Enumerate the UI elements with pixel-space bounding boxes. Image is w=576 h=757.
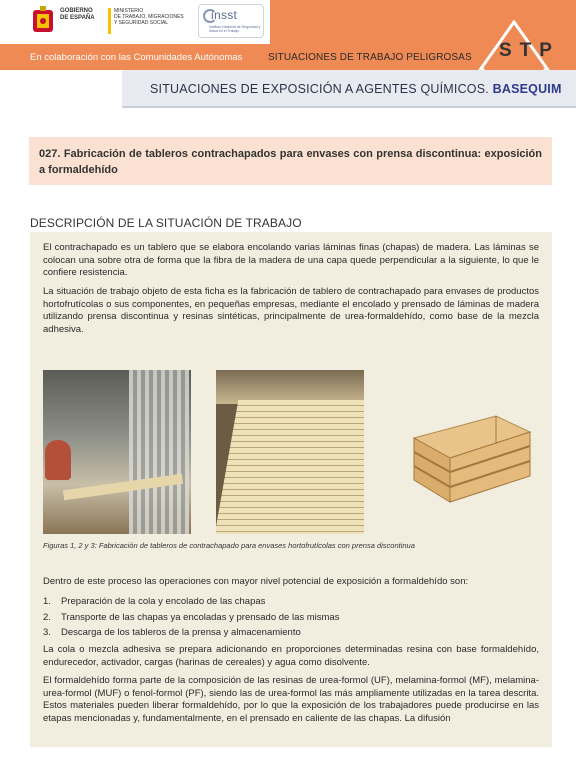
worker [45,440,71,480]
stp-title: SITUACIONES DE TRABAJO PELIGROSAS [268,52,472,63]
list-text: Transporte de las chapas ya encoladas y prensado de las mismas [61,611,340,623]
basequim-brand: BASEQUIM [492,82,562,96]
description-panel [30,232,552,747]
subheader-title-text: SITUACIONES DE EXPOSICIÓN A AGENTES QUÍMICOS. [150,82,489,96]
stack-top [216,370,364,404]
list-number: 1. [43,596,51,607]
figure-2-plywood-stack-photo [216,370,364,534]
list-text: Preparación de la cola y encolado de las chapas [61,596,266,607]
list-text: Descarga de los tableros de la prensa y almacenamiento [61,627,301,638]
situation-title-box [29,137,552,185]
figure-1-press-photo [43,370,191,534]
list-number: 3. [43,627,51,638]
figure-3-wooden-crate-photo [400,382,540,522]
stp-logo-text: STP [499,40,560,61]
ministry-divider [108,8,111,34]
ministry-label: MINISTERIO DE TRABAJO, MIGRACIONES Y SEGURIDAD SOCIAL [114,8,184,26]
header-band [0,0,576,70]
paragraph-scope: La situación de trabajo objeto de esta ficha es la fabricación de tablero de contrachapado para envases de productos hortofrutícolas o sus componentes, en pequeñas empresas, mediante el encolado y prensado de láminas de madera utilizando prensa discontinua y resinas sintéticas, principalmente de urea-formaldehído, como base de la mezcla adhesiva. [43,286,539,335]
section-heading: DESCRIPCIÓN DE LA SITUACIÓN DE TRABAJO [30,216,302,230]
situation-title: 027. Fabricación de tableros contrachapados para envases con prensa discontinua: exposición a formaldehído [39,148,542,176]
plywood-stack [216,400,364,534]
list-item [43,610,539,626]
spain-coat-of-arms-icon [30,6,56,36]
insst-logo-icon [198,4,264,38]
government-logo [30,6,184,36]
press-rack [129,370,189,534]
paragraph-formaldehyde: El formaldehído forma parte de la composición de las resinas de urea-formol (UF), melamina-formol (MF), melamina-urea-formol (MUF) o fenol-formol (PF), siendo las de urea-formol las más ampliamente utilizadas en la tarea descrita. Estos materiales pueden liberar formaldehído, por lo que la exposición de los trabajadores puede producirse en las etapas mencionadas y, fundamentalmente, en el prensado en caliente de las chapas. La difusión [43,675,539,724]
operations-list [43,594,539,641]
government-label: GOBIERNO DE ESPAÑA [60,8,95,21]
paragraph-intro: El contrachapado es un tablero que se elabora encolando varias láminas finas (chapas) de madera. Las láminas se colocan una sobre otra de forma que la fibra de la madera de una capa quede perpendicular a la siguiente, lo que le confiere resistencia. [43,242,539,278]
figure-caption: Figuras 1, 2 y 3: Fabricación de tableros de contrachapado para envases hortofrutícolas con prensa discontinua [43,541,415,550]
insst-subtitle: Instituto Nacional de Seguridad y Salud en el Trabajo [209,25,261,33]
list-number: 2. [43,611,51,623]
insst-name: insst [211,8,238,22]
collaboration-note: En colaboración con las Comunidades Autónomas [30,52,243,63]
list-item [43,594,539,610]
list-item [43,625,539,641]
logo-strip [0,0,270,44]
subheader-title [150,82,562,96]
paragraph-operations-intro: Dentro de este proceso las operaciones con mayor nivel potencial de exposición a formaldehído son: [43,576,469,587]
subheader-banner [122,70,576,108]
paragraph-glue: La cola o mezcla adhesiva se prepara adicionando en proporciones determinadas resina con base formaldehído, endurecedor, activador, cargas (harinas de cereales) y agua como disolvente. [43,644,539,668]
